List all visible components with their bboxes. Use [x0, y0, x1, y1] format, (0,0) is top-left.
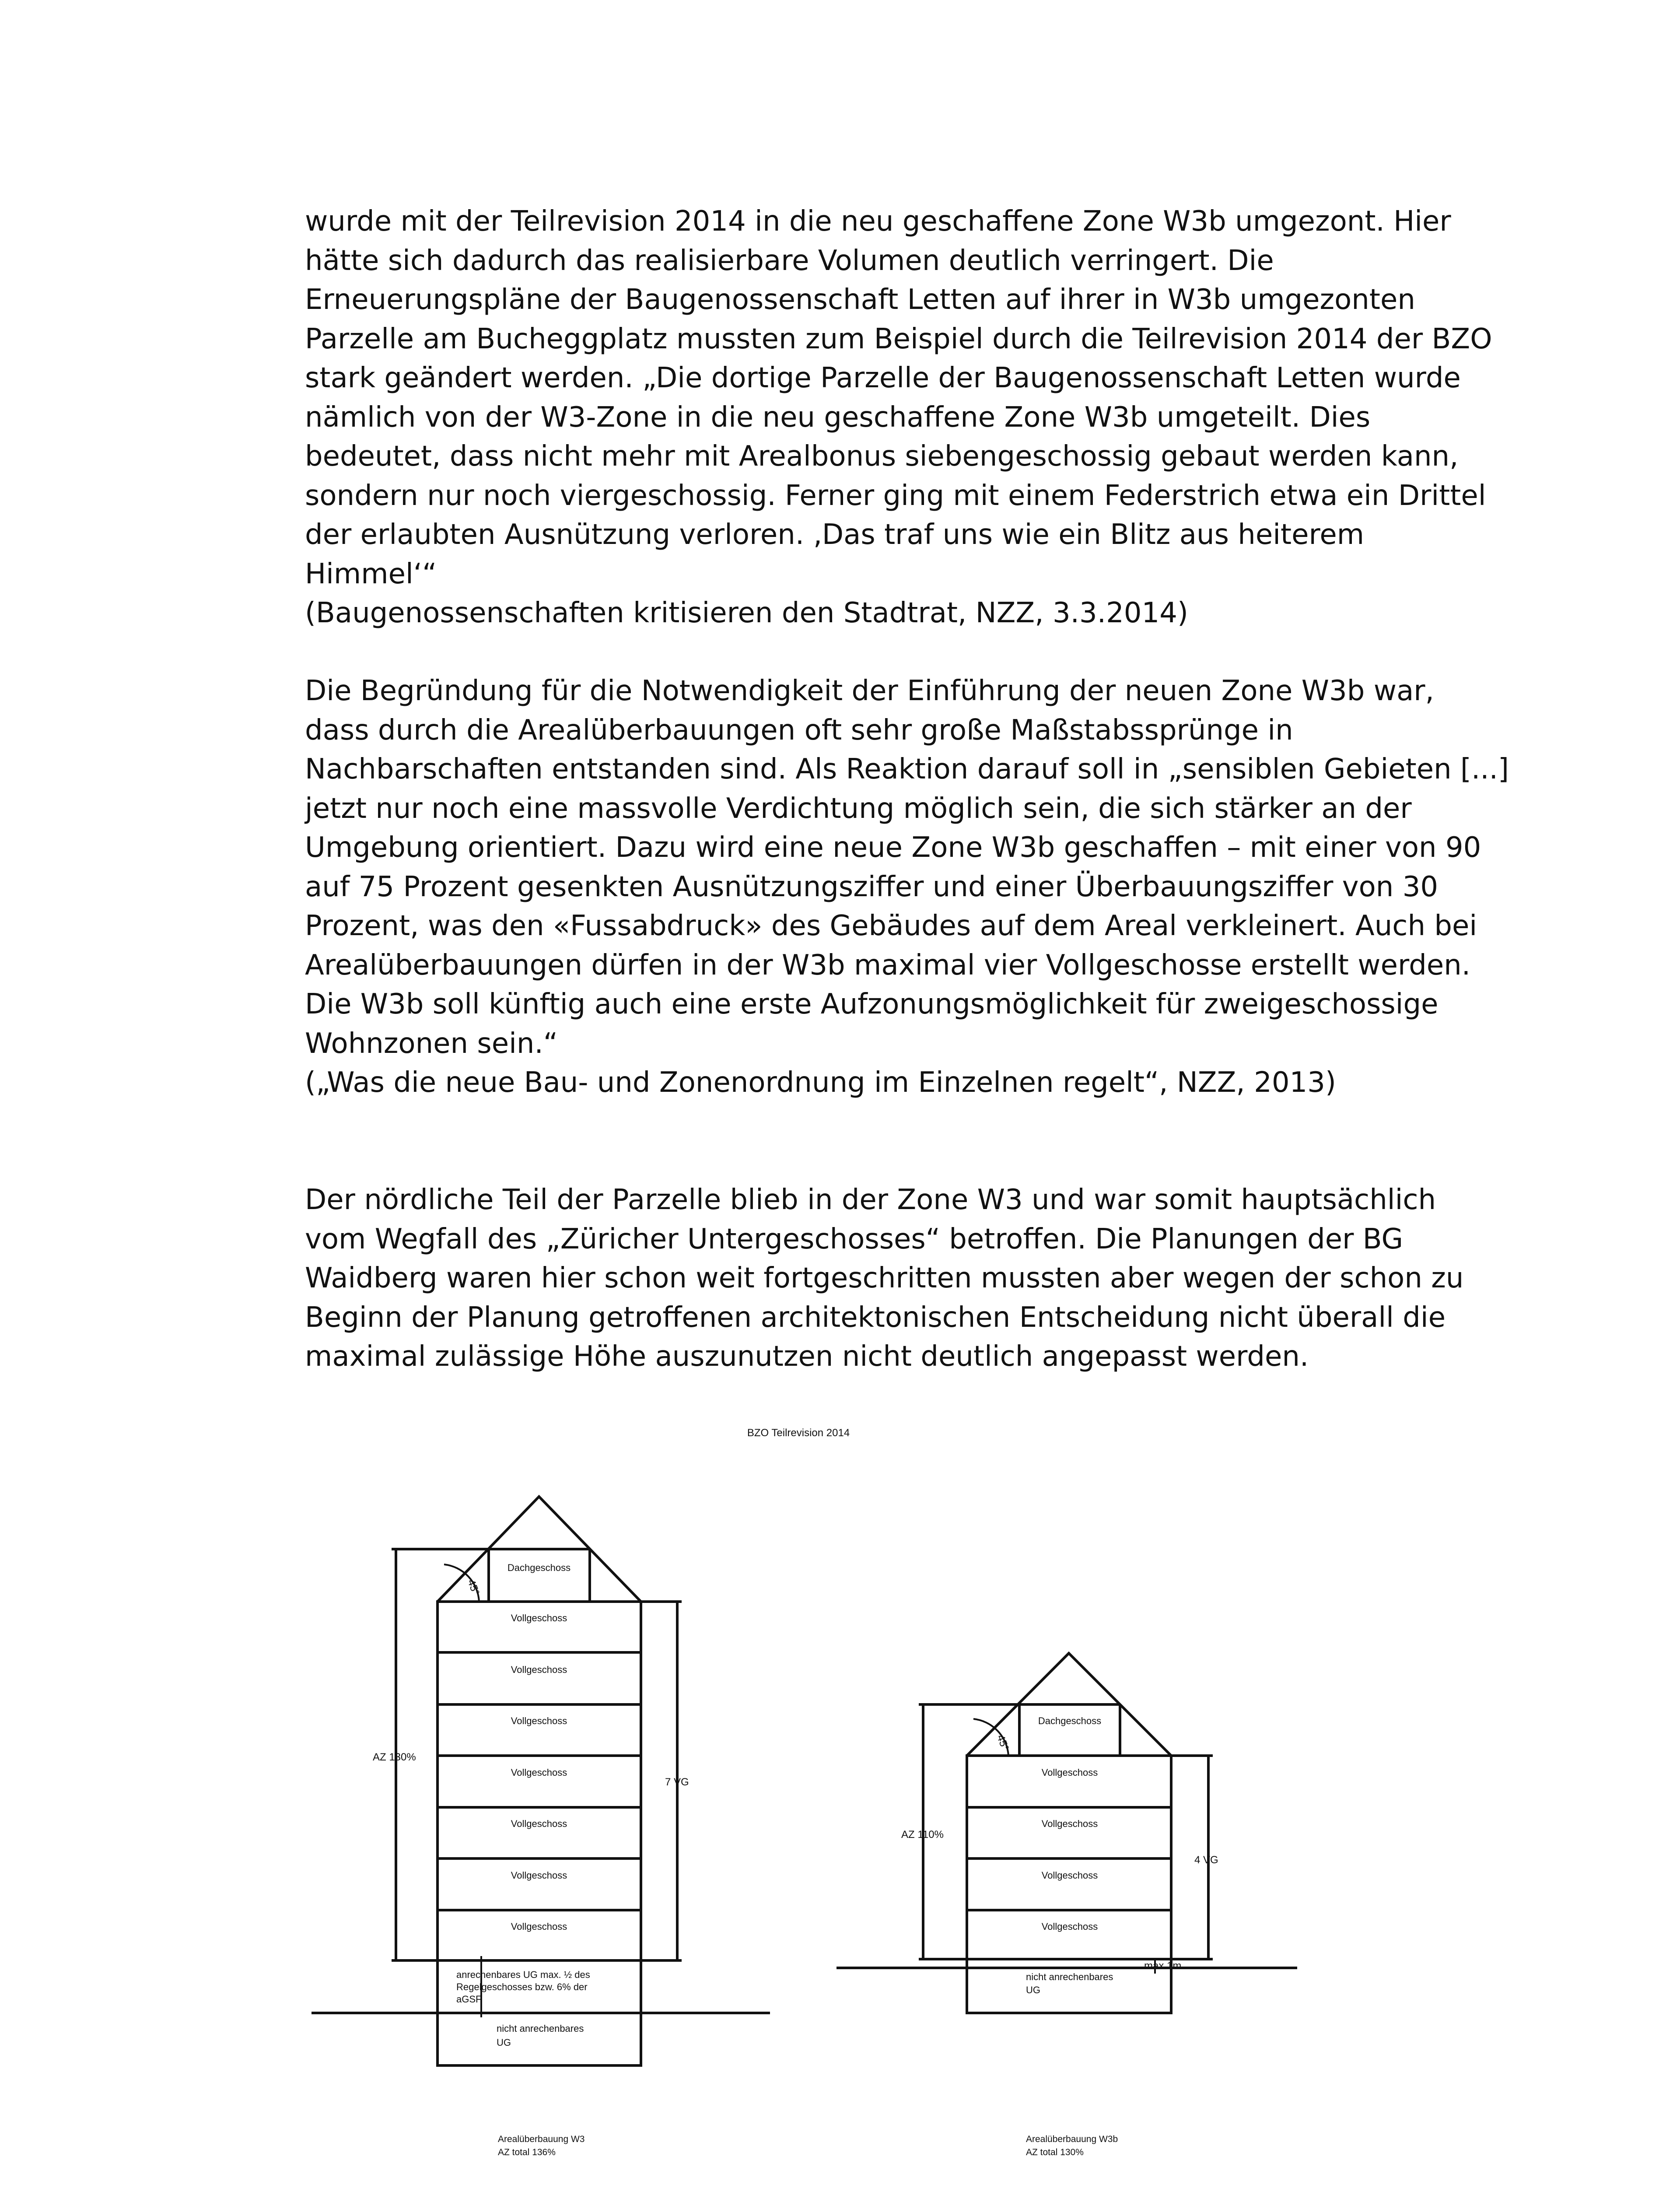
angle-label-right: 45° — [994, 1733, 1011, 1753]
floor-label-left-7: Vollgeschoss — [511, 1921, 567, 1932]
ug-not-counted-label-right-2: UG — [1026, 1985, 1040, 1995]
ug-not-counted-label-left-2: UG — [497, 2037, 511, 2048]
floor-label-left-3: Vollgeschoss — [511, 1715, 567, 1726]
angle-label-left: 45° — [465, 1578, 482, 1597]
text-line: Beginn der Planung getroffenen architektonischen Entscheidung nicht überall die — [305, 1301, 1446, 1334]
floor-label-left-5: Vollgeschoss — [511, 1818, 567, 1829]
text-line: hätte sich dadurch das realisierbare Volumen deutlich verringert. Die — [305, 244, 1274, 277]
text-line: maximal zulässige Höhe auszunutzen nicht deutlich angepasst werden. — [305, 1340, 1309, 1373]
ug-counted-label-left-2: Regelgeschosses bzw. 6% der — [456, 1981, 588, 1992]
text-line: stark geändert werden. „Die dortige Parzelle der Baugenossenschaft Letten wurde — [305, 362, 1461, 394]
floor-label-right-1: Vollgeschoss — [1041, 1767, 1098, 1778]
ug-counted-label-left-1: anrechenbares UG max. ½ des — [456, 1969, 590, 1980]
text-line: Parzelle am Bucheggplatz mussten zum Beispiel durch die Teilrevision 2014 der BZO — [305, 323, 1492, 355]
text-line: der erlaubten Ausnützung verloren. ‚Das traf uns wie ein Blitz aus heiterem — [305, 519, 1365, 551]
floors-block-left — [438, 1602, 641, 1960]
paragraph-zone-change — [305, 202, 1495, 633]
az-label-left: AZ 130% — [373, 1751, 416, 1763]
ug-not-counted-label-right-1: nicht anrechenbares — [1026, 1971, 1113, 1982]
text-line: wurde mit der Teilrevision 2014 in die neu geschaffene Zone W3b umgezont. Hier — [305, 205, 1451, 238]
vg-label-left: 7 VG — [665, 1776, 689, 1788]
text-line: auf 75 Prozent gesenkten Ausnützungsziffer und einer Überbauungsziffer von 30 — [305, 870, 1438, 903]
floor-label-left-2: Vollgeschoss — [511, 1664, 567, 1675]
attic-label-right: Dachgeschoss — [1038, 1715, 1102, 1726]
text-line: („Was die neue Bau- und Zonenordnung im Einzelnen regelt“, NZZ, 2013) — [305, 1066, 1336, 1099]
text-line: nämlich von der W3-Zone in die neu geschaffene Zone W3b umgeteilt. Dies — [305, 401, 1371, 434]
zoning-comparison-drawing — [0, 1400, 1680, 2188]
paragraph-north-part — [305, 1181, 1495, 1377]
text-line: Prozent, was den «Fussabdruck» des Gebäudes auf dem Areal verkleinert. Auch bei — [305, 910, 1477, 942]
text-line: Nachbarschaften entstanden sind. Als Reaktion darauf soll in „sensiblen Gebieten [...] — [305, 753, 1509, 785]
text-line: Himmel‘“ — [305, 558, 437, 590]
figure-title: BZO Teilrevision 2014 — [747, 1427, 850, 1439]
text-line: Umgebung orientiert. Dazu wird eine neue Zone W3b geschaffen – mit einer von 90 — [305, 831, 1481, 864]
building-w3 — [392, 1497, 682, 2065]
text-line: (Baugenossenschaften kritisieren den Stadtrat, NZZ, 3.3.2014) — [305, 597, 1188, 629]
text-line: Arealüberbauungen dürfen in der W3b maximal vier Vollgeschosse erstellt werden. — [305, 949, 1471, 982]
text-line: vom Wegfall des „Züricher Untergeschosses“ betroffen. Die Planungen der BG — [305, 1223, 1404, 1255]
text-line: bedeutet, dass nicht mehr mit Arealbonus siebengeschossig gebaut werden kann, — [305, 440, 1459, 473]
ug-counted-label-left-3: aGSF — [456, 1994, 482, 2005]
text-line: Wohnzonen sein.“ — [305, 1027, 558, 1060]
text-line: jetzt nur noch eine massvolle Verdichtung möglich sein, die sich stärker an der — [305, 792, 1412, 825]
floor-label-left-1: Vollgeschoss — [511, 1613, 567, 1623]
building-w3b — [919, 1653, 1213, 2013]
attic-label-left: Dachgeschoss — [507, 1562, 571, 1573]
text-line: Waidberg waren hier schon weit fortgeschritten mussten aber wegen der schon zu — [305, 1262, 1464, 1294]
text-line: Die Begründung für die Notwendigkeit der Einführung der neuen Zone W3b war, — [305, 675, 1434, 707]
caption-right-1: Arealüberbauung W3b — [1026, 2134, 1118, 2144]
az-label-right: AZ 110% — [901, 1829, 944, 1841]
floor-label-right-2: Vollgeschoss — [1041, 1818, 1098, 1829]
max-label-right: max 1m — [1144, 1960, 1182, 1972]
ug-not-counted-left — [438, 2013, 641, 2065]
caption-left-2: AZ total 136% — [498, 2147, 556, 2157]
text-line: sondern nur noch viergeschossig. Ferner ging mit einem Federstrich etwa ein Drittel — [305, 479, 1486, 512]
text-line: Erneuerungspläne der Baugenossenschaft Letten auf ihrer in W3b umgezonten — [305, 284, 1415, 316]
caption-right-2: AZ total 130% — [1026, 2147, 1084, 2157]
text-line: Die W3b soll künftig auch eine erste Aufzonungsmöglichkeit für zweigeschossige — [305, 988, 1438, 1020]
floor-label-left-6: Vollgeschoss — [511, 1870, 567, 1881]
floor-label-left-4: Vollgeschoss — [511, 1767, 567, 1778]
paragraph-justification — [305, 672, 1509, 1103]
floor-label-right-4: Vollgeschoss — [1041, 1921, 1098, 1932]
floor-label-right-3: Vollgeschoss — [1041, 1870, 1098, 1881]
text-line: dass durch die Arealüberbauungen oft sehr große Maßstabssprünge in — [305, 714, 1293, 747]
text-line: Der nördliche Teil der Parzelle blieb in der Zone W3 und war somit hauptsächlich — [305, 1184, 1436, 1216]
vg-label-right: 4 VG — [1194, 1854, 1218, 1866]
ug-not-counted-label-left-1: nicht anrechenbares — [497, 2023, 584, 2034]
caption-left-1: Arealüberbauung W3 — [498, 2134, 585, 2144]
